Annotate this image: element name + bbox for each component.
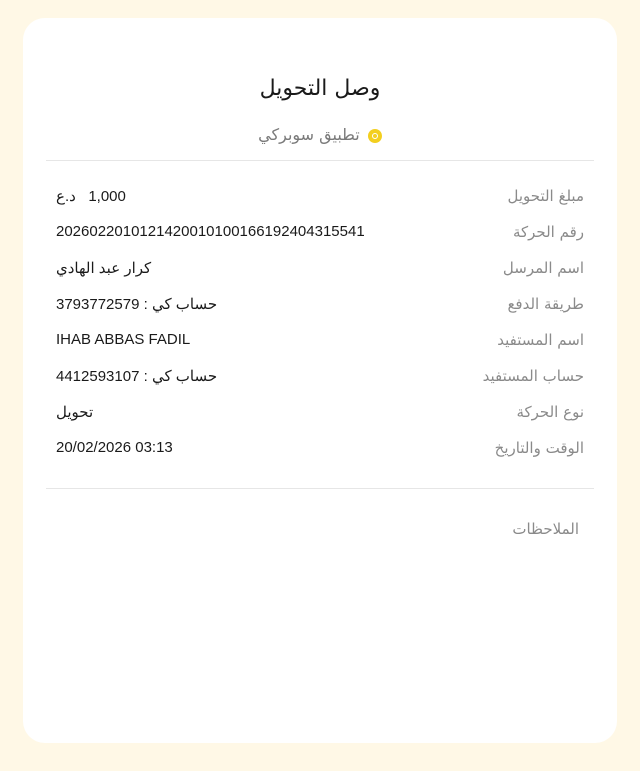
row-sender — [56, 259, 584, 283]
amount-value: 1,000 د.ع — [56, 188, 126, 205]
row-amount — [56, 187, 584, 211]
row-transaction-id — [56, 223, 584, 247]
transaction-id-value: 2026022010121420010100166192404315541 — [56, 223, 365, 240]
row-beneficiary-account — [56, 367, 584, 391]
row-label: نوع الحركة — [516, 403, 584, 421]
notes-label: الملاحظات — [512, 520, 579, 538]
row-beneficiary-name — [56, 331, 584, 355]
sender-value: كرار عبد الهادي — [56, 260, 152, 277]
receipt-card — [23, 18, 617, 743]
datetime-value: 20/02/2026 03:13 — [56, 439, 173, 456]
app-subtitle — [23, 125, 617, 144]
row-label: اسم المرسل — [502, 259, 584, 277]
receipt-title: وصل التحويل — [259, 76, 381, 101]
row-transaction-type — [56, 403, 584, 427]
divider-bottom — [46, 488, 594, 489]
beneficiary-account-value: 4412593107 : حساب كي — [56, 368, 218, 385]
row-datetime — [56, 439, 584, 463]
superki-q-icon — [368, 129, 382, 143]
payment-method-value: 3793772579 : حساب كي — [56, 296, 218, 313]
app-name: تطبيق سوبركي — [258, 125, 360, 144]
row-label: طريقة الدفع — [507, 295, 584, 313]
beneficiary-name-value: IHAB ABBAS FADIL — [56, 331, 191, 348]
row-payment-method — [56, 295, 584, 319]
row-label: الوقت والتاريخ — [494, 439, 584, 457]
row-label: رقم الحركة — [512, 223, 584, 241]
row-label: اسم المستفيد — [497, 331, 584, 349]
row-label: حساب المستفيد — [482, 367, 584, 385]
divider-top — [46, 160, 594, 161]
row-label: مبلغ التحويل — [507, 187, 584, 205]
transaction-type-value: تحويل — [56, 404, 94, 421]
